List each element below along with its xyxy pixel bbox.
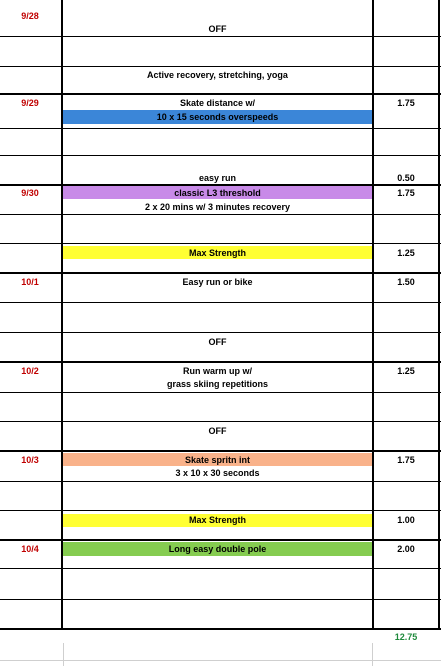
activity-cell[interactable]: Max Strength (188, 248, 246, 258)
activity-cell[interactable]: Max Strength (188, 515, 246, 525)
activity-cell[interactable]: OFF (208, 426, 227, 436)
row-border (0, 421, 441, 422)
activity-cell[interactable]: 3 x 10 x 30 seconds (175, 468, 260, 478)
row-border (0, 243, 441, 244)
hours-cell[interactable]: 1.00 (397, 515, 415, 525)
row-border (0, 36, 441, 37)
activity-cell[interactable]: Skate distance w/ (179, 98, 256, 108)
gridline (372, 643, 373, 666)
activity-cell[interactable]: easy run (198, 173, 237, 183)
row-border (0, 568, 441, 569)
row-border (0, 302, 441, 303)
activity-cell[interactable]: 2 x 20 mins w/ 3 minutes recovery (144, 202, 291, 212)
activity-cell[interactable]: 10 x 15 seconds overspeeds (156, 112, 279, 122)
date-cell[interactable]: 10/4 (21, 544, 39, 554)
hours-cell[interactable]: 1.75 (397, 455, 415, 465)
date-cell[interactable]: 10/2 (21, 366, 39, 376)
column-border (438, 0, 440, 630)
row-border (0, 599, 441, 600)
row-border (0, 481, 441, 482)
date-cell[interactable]: 10/3 (21, 455, 39, 465)
activity-cell[interactable]: Skate spritn int (184, 455, 250, 465)
row-border (0, 128, 441, 129)
column-border (61, 0, 63, 630)
row-border (0, 184, 441, 186)
row-border (0, 392, 441, 393)
date-cell[interactable]: 9/28 (21, 11, 39, 21)
row-border (0, 214, 441, 215)
row-border (0, 510, 441, 511)
hours-cell[interactable]: 1.50 (397, 277, 415, 287)
activity-cell[interactable]: Run warm up w/ (182, 366, 252, 376)
row-border (0, 332, 441, 333)
hours-cell[interactable]: 1.25 (397, 366, 415, 376)
hours-cell[interactable]: 1.75 (397, 188, 415, 198)
row-border (0, 272, 441, 274)
hours-cell[interactable]: 2.00 (397, 544, 415, 554)
gridline (0, 660, 441, 661)
hours-cell[interactable]: 1.75 (397, 98, 415, 108)
row-border (0, 66, 441, 67)
activity-cell[interactable]: OFF (208, 337, 227, 347)
row-border (0, 450, 441, 452)
activity-cell[interactable]: grass skiing repetitions (166, 379, 269, 389)
activity-cell[interactable]: Long easy double pole (168, 544, 267, 554)
total-hours-cell[interactable]: 12.75 (394, 632, 418, 642)
activity-cell[interactable]: classic L3 threshold (174, 188, 261, 198)
row-border (0, 361, 441, 363)
hours-cell[interactable]: 0.50 (397, 173, 415, 183)
row-border (0, 539, 441, 541)
date-cell[interactable]: 9/29 (21, 98, 39, 108)
date-cell[interactable]: 9/30 (21, 188, 39, 198)
activity-cell[interactable]: Active recovery, stretching, yoga (147, 70, 288, 80)
hours-cell[interactable]: 1.25 (397, 248, 415, 258)
row-border (0, 628, 441, 630)
activity-cell[interactable]: Easy run or bike (182, 277, 253, 287)
date-cell[interactable]: 10/1 (21, 277, 39, 287)
activity-cell[interactable]: OFF (208, 24, 227, 34)
row-border (0, 93, 441, 95)
column-border (372, 0, 374, 630)
gridline (63, 643, 64, 666)
row-border (0, 155, 441, 156)
